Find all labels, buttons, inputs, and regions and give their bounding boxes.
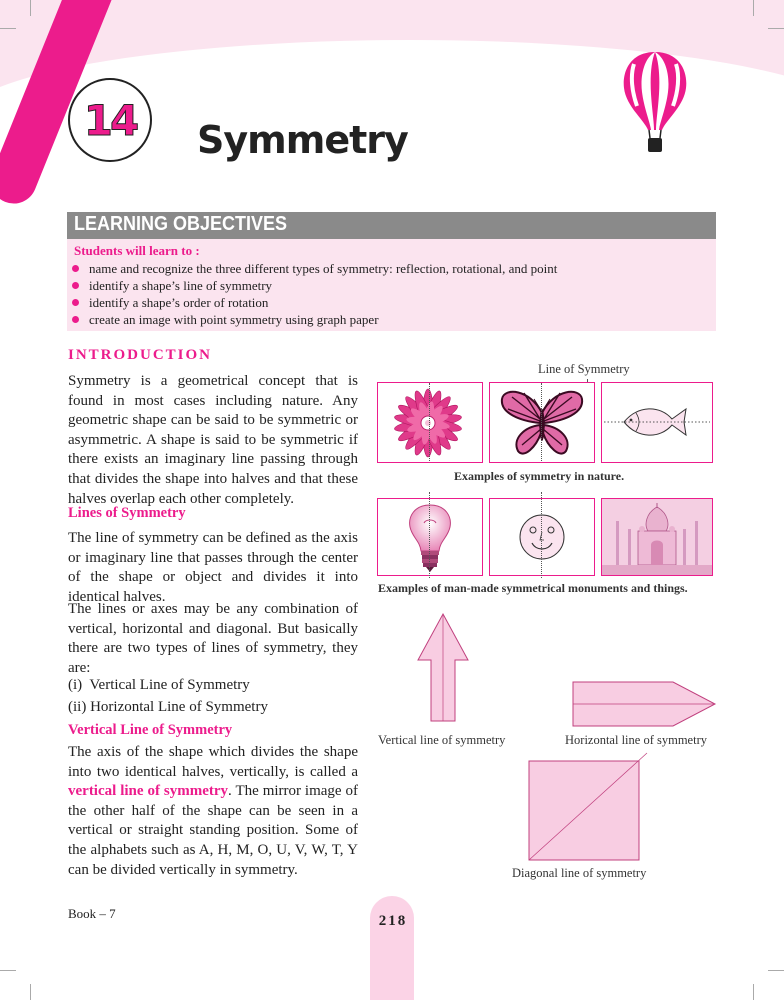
bulb-image — [377, 498, 483, 576]
vertical-arrow-shape — [415, 612, 471, 724]
nature-caption: Examples of symmetry in nature. — [454, 469, 625, 483]
butterfly-image — [489, 382, 595, 463]
crop-mark — [753, 0, 754, 16]
butterfly-icon — [490, 383, 594, 462]
crop-mark — [753, 984, 754, 1000]
crop-mark — [30, 984, 31, 1000]
list-item: name and recognize the three different types of symmetry: reflection, rotational, and point — [72, 260, 557, 277]
smiley-image — [489, 498, 595, 576]
list-item: create an image with point symmetry using graph paper — [72, 311, 557, 328]
crop-mark — [768, 970, 784, 971]
crop-mark — [30, 0, 31, 16]
chapter-number: 14 — [83, 95, 137, 145]
symmetry-type-2: (ii) Horizontal Line of Symmetry — [68, 699, 268, 715]
smiley-symmetry-line — [541, 492, 542, 578]
crop-mark — [0, 970, 16, 971]
butterfly-symmetry-line — [541, 383, 542, 461]
vertical-term: vertical line of symmetry — [68, 783, 229, 800]
book-label: Book – 7 — [68, 906, 116, 921]
chapter-badge — [68, 78, 152, 162]
flower-icon — [378, 383, 482, 462]
bulb-symmetry-line — [429, 492, 430, 578]
vertical-text-a: The axis of the shape which divides the shape into two identical halves, vertically, is called a — [68, 744, 358, 780]
objectives-list — [72, 260, 557, 328]
manmade-caption: Examples of man-made symmetrical monuments and things. — [378, 581, 688, 595]
list-item: identify a shape’s line of symmetry — [72, 277, 557, 294]
introduction-heading: INTRODUCTION — [68, 347, 213, 363]
page-number-tab — [370, 896, 414, 1000]
crop-mark — [0, 28, 16, 29]
vertical-line-label: Vertical line of symmetry — [378, 733, 506, 747]
line-of-symmetry-label: Line of Symmetry — [538, 362, 630, 376]
chapter-title: Symmetry — [197, 118, 408, 162]
symmetry-type-1: (i) Vertical Line of Symmetry — [68, 677, 250, 693]
smiley-face-icon — [490, 499, 594, 575]
objectives-heading: LEARNING OBJECTIVES — [74, 213, 288, 235]
introduction-paragraph: Symmetry is a geometrical concept that is found in most cases including nature. Any geometric shape can be said to be symmetric or asymmetric. A shape is said to be symmetric if there exists an imaginary line passing through that divides the shape into halves and that these halves overlap each other completely. — [68, 373, 358, 507]
fish-image — [601, 382, 713, 463]
vertical-text-b: . The mirror image of the other half of the shape can be seen in a vertical or straight standing position. Some of the alphabets such as A, H, M, O, U, V, W, T, Y can be divided vertically in symmetry. — [68, 783, 358, 878]
lines-of-symmetry-heading: Lines of Symmetry — [68, 505, 186, 521]
vertical-line-paragraph — [68, 743, 358, 880]
crop-mark — [768, 28, 784, 29]
diagonal-line-label: Diagonal line of symmetry — [512, 866, 647, 880]
objectives-intro: Students will learn to : — [74, 243, 200, 258]
fish-icon — [602, 383, 712, 462]
taj-mahal-image — [601, 498, 713, 576]
vertical-line-heading: Vertical Line of Symmetry — [68, 722, 233, 738]
lines-paragraph-2: The lines or axes may be any combination of vertical, horizontal and diagonal. But basically there are two types of lines of symmetry, they are: — [68, 601, 358, 676]
page-number: 218 — [378, 913, 408, 929]
flower-image — [377, 382, 483, 463]
taj-mahal-icon — [602, 499, 712, 575]
flower-symmetry-line — [429, 383, 430, 461]
light-bulb-icon — [378, 499, 482, 575]
lines-paragraph-1: The line of symmetry can be defined as the axis or imaginary line that passes through the center of the shape or object and divides it into identical halves. — [68, 530, 358, 605]
horizontal-line-label: Horizontal line of symmetry — [565, 733, 707, 747]
diagonal-square-shape — [522, 752, 650, 862]
horizontal-pentagon-shape — [571, 680, 719, 728]
list-item: identify a shape’s order of rotation — [72, 294, 557, 311]
hot-air-balloon-icon — [620, 50, 690, 156]
